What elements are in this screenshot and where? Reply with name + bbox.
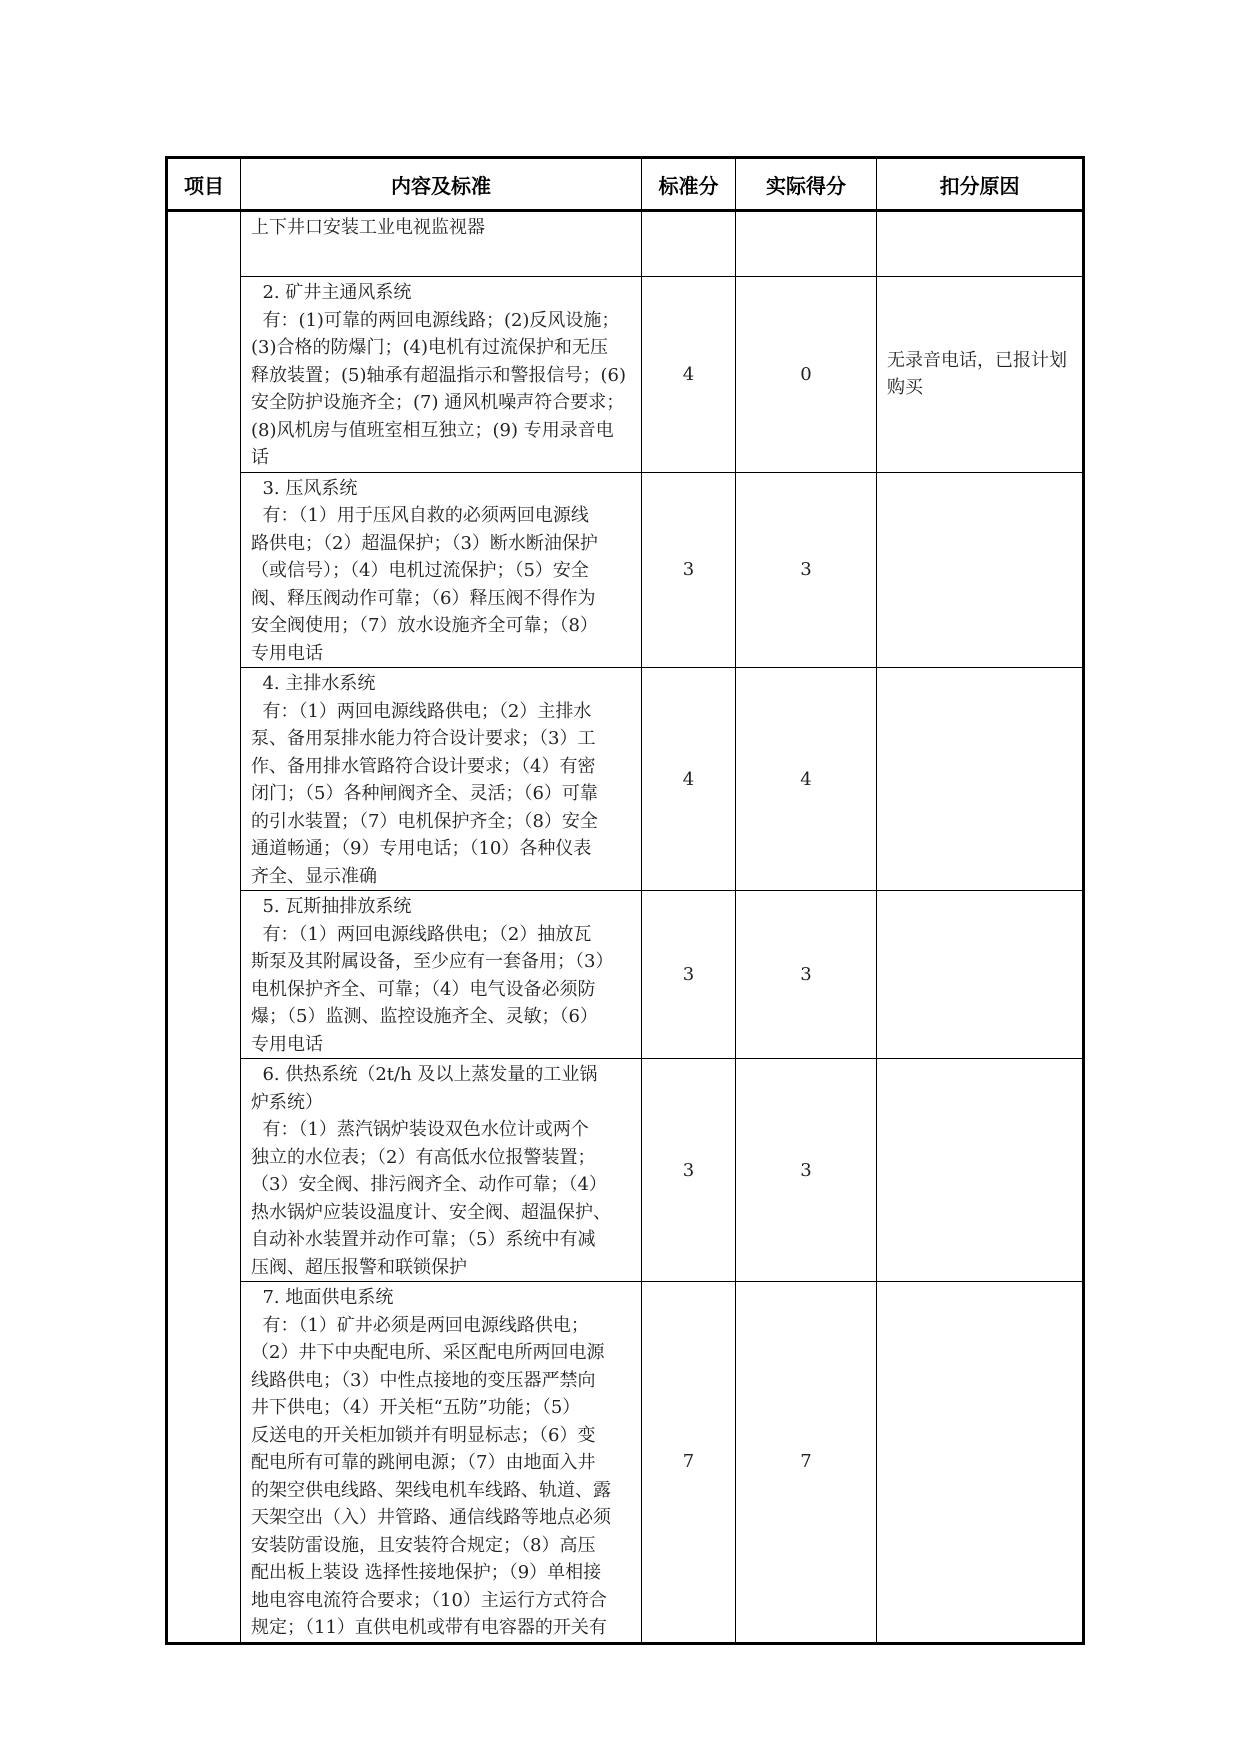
standard-score xyxy=(642,211,736,277)
deduction-reason xyxy=(877,472,1084,668)
content-line: 2. 矿井主通风系统 xyxy=(251,282,412,303)
content-cell xyxy=(241,472,642,668)
header-row xyxy=(167,158,1084,211)
actual-score: 3 xyxy=(736,472,877,668)
table-row xyxy=(167,1059,1084,1282)
content-line: 有：（1）蒸汽锅炉装设双色水位计或两个 xyxy=(251,1119,589,1140)
content-line: 阀、释压阀动作可靠；（6）释压阀不得作为 xyxy=(251,587,596,609)
table-row xyxy=(167,891,1084,1059)
header-item: 项目 xyxy=(167,158,241,211)
content-cell xyxy=(241,211,642,277)
actual-score: 0 xyxy=(736,277,877,473)
table-row xyxy=(167,668,1084,891)
content-cell xyxy=(241,277,642,473)
content-line: （或信号）；（4）电机过流保护；（5）安全 xyxy=(251,560,589,581)
content-line: 有：（1）两回电源线路供电；（2）主排水 xyxy=(251,700,592,722)
content-line: 安装防雷设施，且安装符合规定；（8）高压 xyxy=(251,1534,596,1556)
content-line: 路供电；（2）超温保护；（3）断水断油保护 xyxy=(251,532,598,554)
table-row xyxy=(167,472,1084,668)
content-line: 配电所有可靠的跳闸电源；（7）由地面入井 xyxy=(251,1452,596,1473)
deduction-reason xyxy=(877,891,1084,1059)
content-cell xyxy=(241,668,642,891)
content-cell xyxy=(241,891,642,1059)
deduction-reason xyxy=(877,277,1084,473)
content-line: 闭门；（5）各种闸阀齐全、灵活；（6）可靠 xyxy=(251,783,598,804)
actual-score: 3 xyxy=(736,891,877,1059)
deduction-reason xyxy=(877,1282,1084,1644)
deduction-reason xyxy=(877,211,1084,277)
actual-score: 4 xyxy=(736,668,877,891)
content-line: 爆；（5）监测、监控设施齐全、灵敏；（6） xyxy=(251,1006,598,1027)
standard-score: 4 xyxy=(642,668,736,891)
content-line: 作、备用排水管路符合设计要求；（4）有密 xyxy=(251,755,596,777)
content-line: 通道畅通；（9）专用电话；（10）各种仪表 xyxy=(251,838,592,859)
content-line: 独立的水位表；（2）有高低水位报警装置； xyxy=(251,1146,596,1168)
standard-score: 7 xyxy=(642,1282,736,1644)
content-line: 有：(1)可靠的两回电源线路；(2)反风设施； xyxy=(251,309,620,331)
content-line: 专用电话 xyxy=(251,642,323,664)
content-line: 的架空供电线路、架线电机车线路、轨道、露 xyxy=(251,1479,611,1501)
standard-score: 3 xyxy=(642,891,736,1059)
content-line: 地电容电流符合要求；（10）主运行方式符合 xyxy=(251,1589,607,1611)
content-line: 专用电话 xyxy=(251,1033,323,1055)
content-line: 话 xyxy=(251,447,269,468)
content-line: 井下供电；（4）开关柜“五防”功能；（5） xyxy=(251,1397,581,1418)
content-line: （2）井下中央配电所、采区配电所两回电源 xyxy=(251,1342,605,1363)
content-line: 泵、备用泵排水能力符合设计要求；（3）工 xyxy=(251,728,596,749)
content-line: 有：（1）用于压风自救的必须两回电源线 xyxy=(251,505,589,526)
content-line: 的引水装置；（7）电机保护齐全；（8）安全 xyxy=(251,810,598,832)
table-row xyxy=(167,211,1084,277)
content-line: 齐全、显示准确 xyxy=(251,865,377,887)
content-line: 炉系统） xyxy=(251,1091,323,1113)
content-line: 斯泵及其附属设备，至少应有一套备用；（3） xyxy=(251,951,614,972)
standard-score: 4 xyxy=(642,277,736,473)
content-line: 4. 主排水系统 xyxy=(251,673,376,694)
content-line: (3)合格的防爆门；(4)电机有过流保护和无压 xyxy=(251,337,608,358)
content-line: 6. 供热系统（2t/h 及以上蒸发量的工业锅 xyxy=(251,1064,598,1085)
header-standard-score: 标准分 xyxy=(642,158,736,211)
table-row xyxy=(167,1282,1084,1644)
content-line: 释放装置；(5)轴承有超温指示和警报信号；(6) xyxy=(251,364,626,386)
content-line: 电机保护齐全、可靠；（4）电气设备必须防 xyxy=(251,978,596,1000)
content-line: 有：（1）两回电源线路供电；（2）抽放瓦 xyxy=(251,923,592,945)
content-line: 热水锅炉应装设温度计、安全阀、超温保护、 xyxy=(251,1201,611,1223)
content-line: 5. 瓦斯抽排放系统 xyxy=(251,896,412,917)
content-line: 7. 地面供电系统 xyxy=(251,1287,394,1308)
content-line: 自动补水装置并动作可靠；（5）系统中有减 xyxy=(251,1229,596,1250)
actual-score: 3 xyxy=(736,1059,877,1282)
content-line: 配出板上装设 选择性接地保护；（9）单相接 xyxy=(251,1562,602,1583)
content-line: 安全阀使用；（7）放水设施齐全可靠；（8） xyxy=(251,615,598,636)
content-line: 天架空出（入）井管路、通信线路等地点必须 xyxy=(251,1507,611,1528)
content-line: 安全防护设施齐全；(7) 通风机噪声符合要求； xyxy=(251,392,625,413)
actual-score xyxy=(736,211,877,277)
deduction-reason xyxy=(877,1059,1084,1282)
content-line: 有：（1）矿井必须是两回电源线路供电； xyxy=(251,1314,589,1336)
content-cell xyxy=(241,1059,642,1282)
content-line: （3）安全阀、排污阀齐全、动作可靠；（4） xyxy=(251,1174,607,1195)
content-line: (8)风机房与值班室相互独立；(9) 专用录音电 xyxy=(251,419,614,441)
content-cell xyxy=(241,1282,642,1644)
content-line: 规定；（11）直供电机或带有电容器的开关有 xyxy=(251,1617,607,1638)
scoring-table xyxy=(165,156,1085,1645)
header-content: 内容及标准 xyxy=(241,158,642,211)
header-deduction-reason: 扣分原因 xyxy=(877,158,1084,211)
deduction-reason xyxy=(877,668,1084,891)
standard-score: 3 xyxy=(642,1059,736,1282)
content-line: 反送电的开关柜加锁并有明显标志；（6）变 xyxy=(251,1424,596,1446)
content-line: 3. 压风系统 xyxy=(251,477,358,499)
actual-score: 7 xyxy=(736,1282,877,1644)
reason-line: 购买 xyxy=(887,377,923,399)
content-line: 线路供电；（3）中性点接地的变压器严禁向 xyxy=(251,1369,596,1391)
table-row xyxy=(167,277,1084,473)
header-actual-score: 实际得分 xyxy=(736,158,877,211)
item-cell xyxy=(167,211,241,1644)
content-line: 上下井口安装工业电视监视器 xyxy=(251,217,485,238)
reason-line: 无录音电话，已报计划 xyxy=(887,350,1067,372)
standard-score: 3 xyxy=(642,472,736,668)
content-line: 压阀、超压报警和联锁保护 xyxy=(251,1256,467,1278)
